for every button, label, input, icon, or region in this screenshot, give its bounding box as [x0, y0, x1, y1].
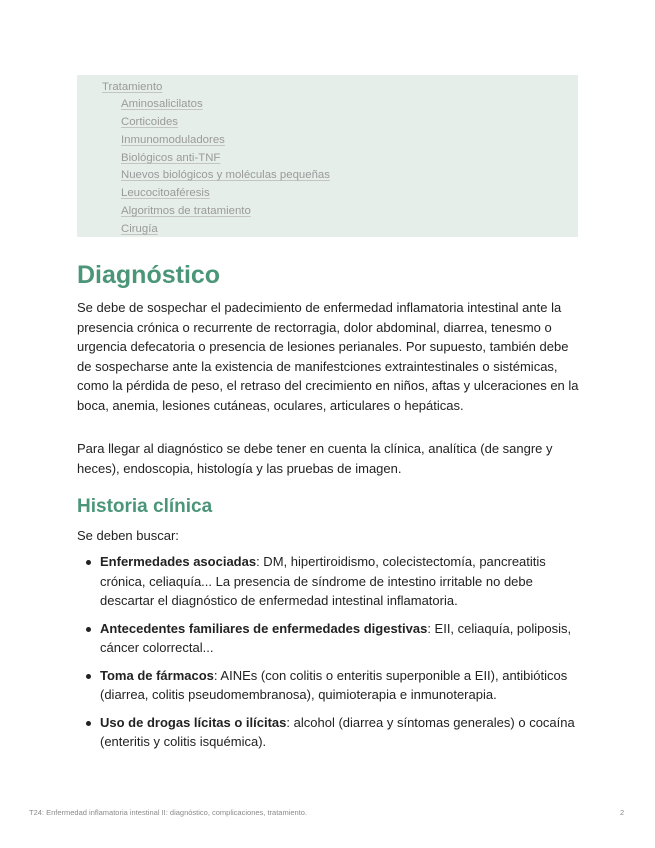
list-item-text: : DM, hipertiroidismo, colecistectomía, pancreatitis crónica, celiaquía... La presencia de síndrome de intestino irritable no debe descartar el diagnóstico de enfermedad intestinal inflamatoria.	[100, 554, 546, 608]
intro-text: Se deben buscar:	[77, 528, 179, 543]
toc-link-leucocitoaferesis[interactable]: Leucocitoaféresis	[121, 187, 210, 199]
list-item	[86, 552, 581, 611]
list-item-text: : alcohol (diarrea y síntomas generales) o cocaína (enteritis y colitis isquémica).	[100, 714, 575, 749]
toc-link-inmunomoduladores[interactable]: Inmunomoduladores	[121, 134, 225, 146]
table-of-contents	[77, 75, 578, 237]
footer-title: T24: Enfermedad inflamatoria intestinal II: diagnóstico, complicaciones, tratamiento.	[29, 808, 308, 817]
toc-link-algoritmos[interactable]: Algoritmos de tratamiento	[121, 205, 251, 217]
list-item-term: Enfermedades asociadas	[100, 554, 257, 569]
list-item-term: Toma de fármacos	[100, 667, 214, 683]
toc-link-corticoides[interactable]: Corticoides	[121, 116, 178, 128]
list-item-term: Antecedentes familiares de enfermedades digestivas	[100, 620, 428, 636]
bullet-icon	[86, 627, 91, 632]
toc-link-biologicos-anti-tnf[interactable]: Biológicos anti-TNF	[121, 152, 221, 164]
list-item-text: : EII, celiaquía, poliposis, cáncer colorrectal...	[100, 620, 572, 655]
list-item	[86, 619, 581, 658]
toc-link-aminosalicilatos[interactable]: Aminosalicilatos	[121, 98, 203, 110]
page-number: 2	[620, 808, 625, 817]
toc-link-tratamiento[interactable]: Tratamiento	[102, 81, 163, 93]
bullet-icon	[86, 560, 91, 565]
subsection-title: Historia clínica	[77, 496, 213, 517]
list-item	[86, 666, 581, 705]
list-item-text: : AINEs (con colitis o enteritis superponible a EII), antibióticos (diarrea, colitis pseudomembranosa), quimioterapia e inmunoterapia.	[100, 667, 568, 702]
section-title: Diagnóstico	[77, 261, 221, 289]
bullet-icon	[86, 674, 91, 679]
bullet-icon	[86, 721, 91, 726]
list-item	[86, 713, 581, 752]
toc-link-cirugia[interactable]: Cirugía	[121, 223, 158, 235]
toc-link-nuevos-biologicos[interactable]: Nuevos biológicos y moléculas pequeñas	[121, 169, 330, 181]
list-item-term: Uso de drogas lícitas o ilícitas	[100, 714, 287, 730]
history-list	[86, 552, 581, 760]
diagnosis-approach-paragraph: Para llegar al diagnóstico se debe tener en cuenta la clínica, analítica (de sangre y heces), endoscopia, histología y las pruebas de imagen.	[77, 441, 553, 476]
diagnosis-paragraph: Se debe de sospechar el padecimiento de enfermedad inflamatoria intestinal ante la presencia crónica o recurrente de rectorragia, dolor abdominal, diarrea, tenesmo o urgencia defecatoria o presencia de lesiones perianales. Por supuesto, también debe de sospecharse ante la existencia de manifestciones extraintestinales o sistémicas, como la pérdida de peso, el retraso del crecimiento en niños, aftas y ulceraciones en la boca, anemia, lesiones cutáneas, oculares, articulares o hepáticas.	[77, 300, 579, 413]
